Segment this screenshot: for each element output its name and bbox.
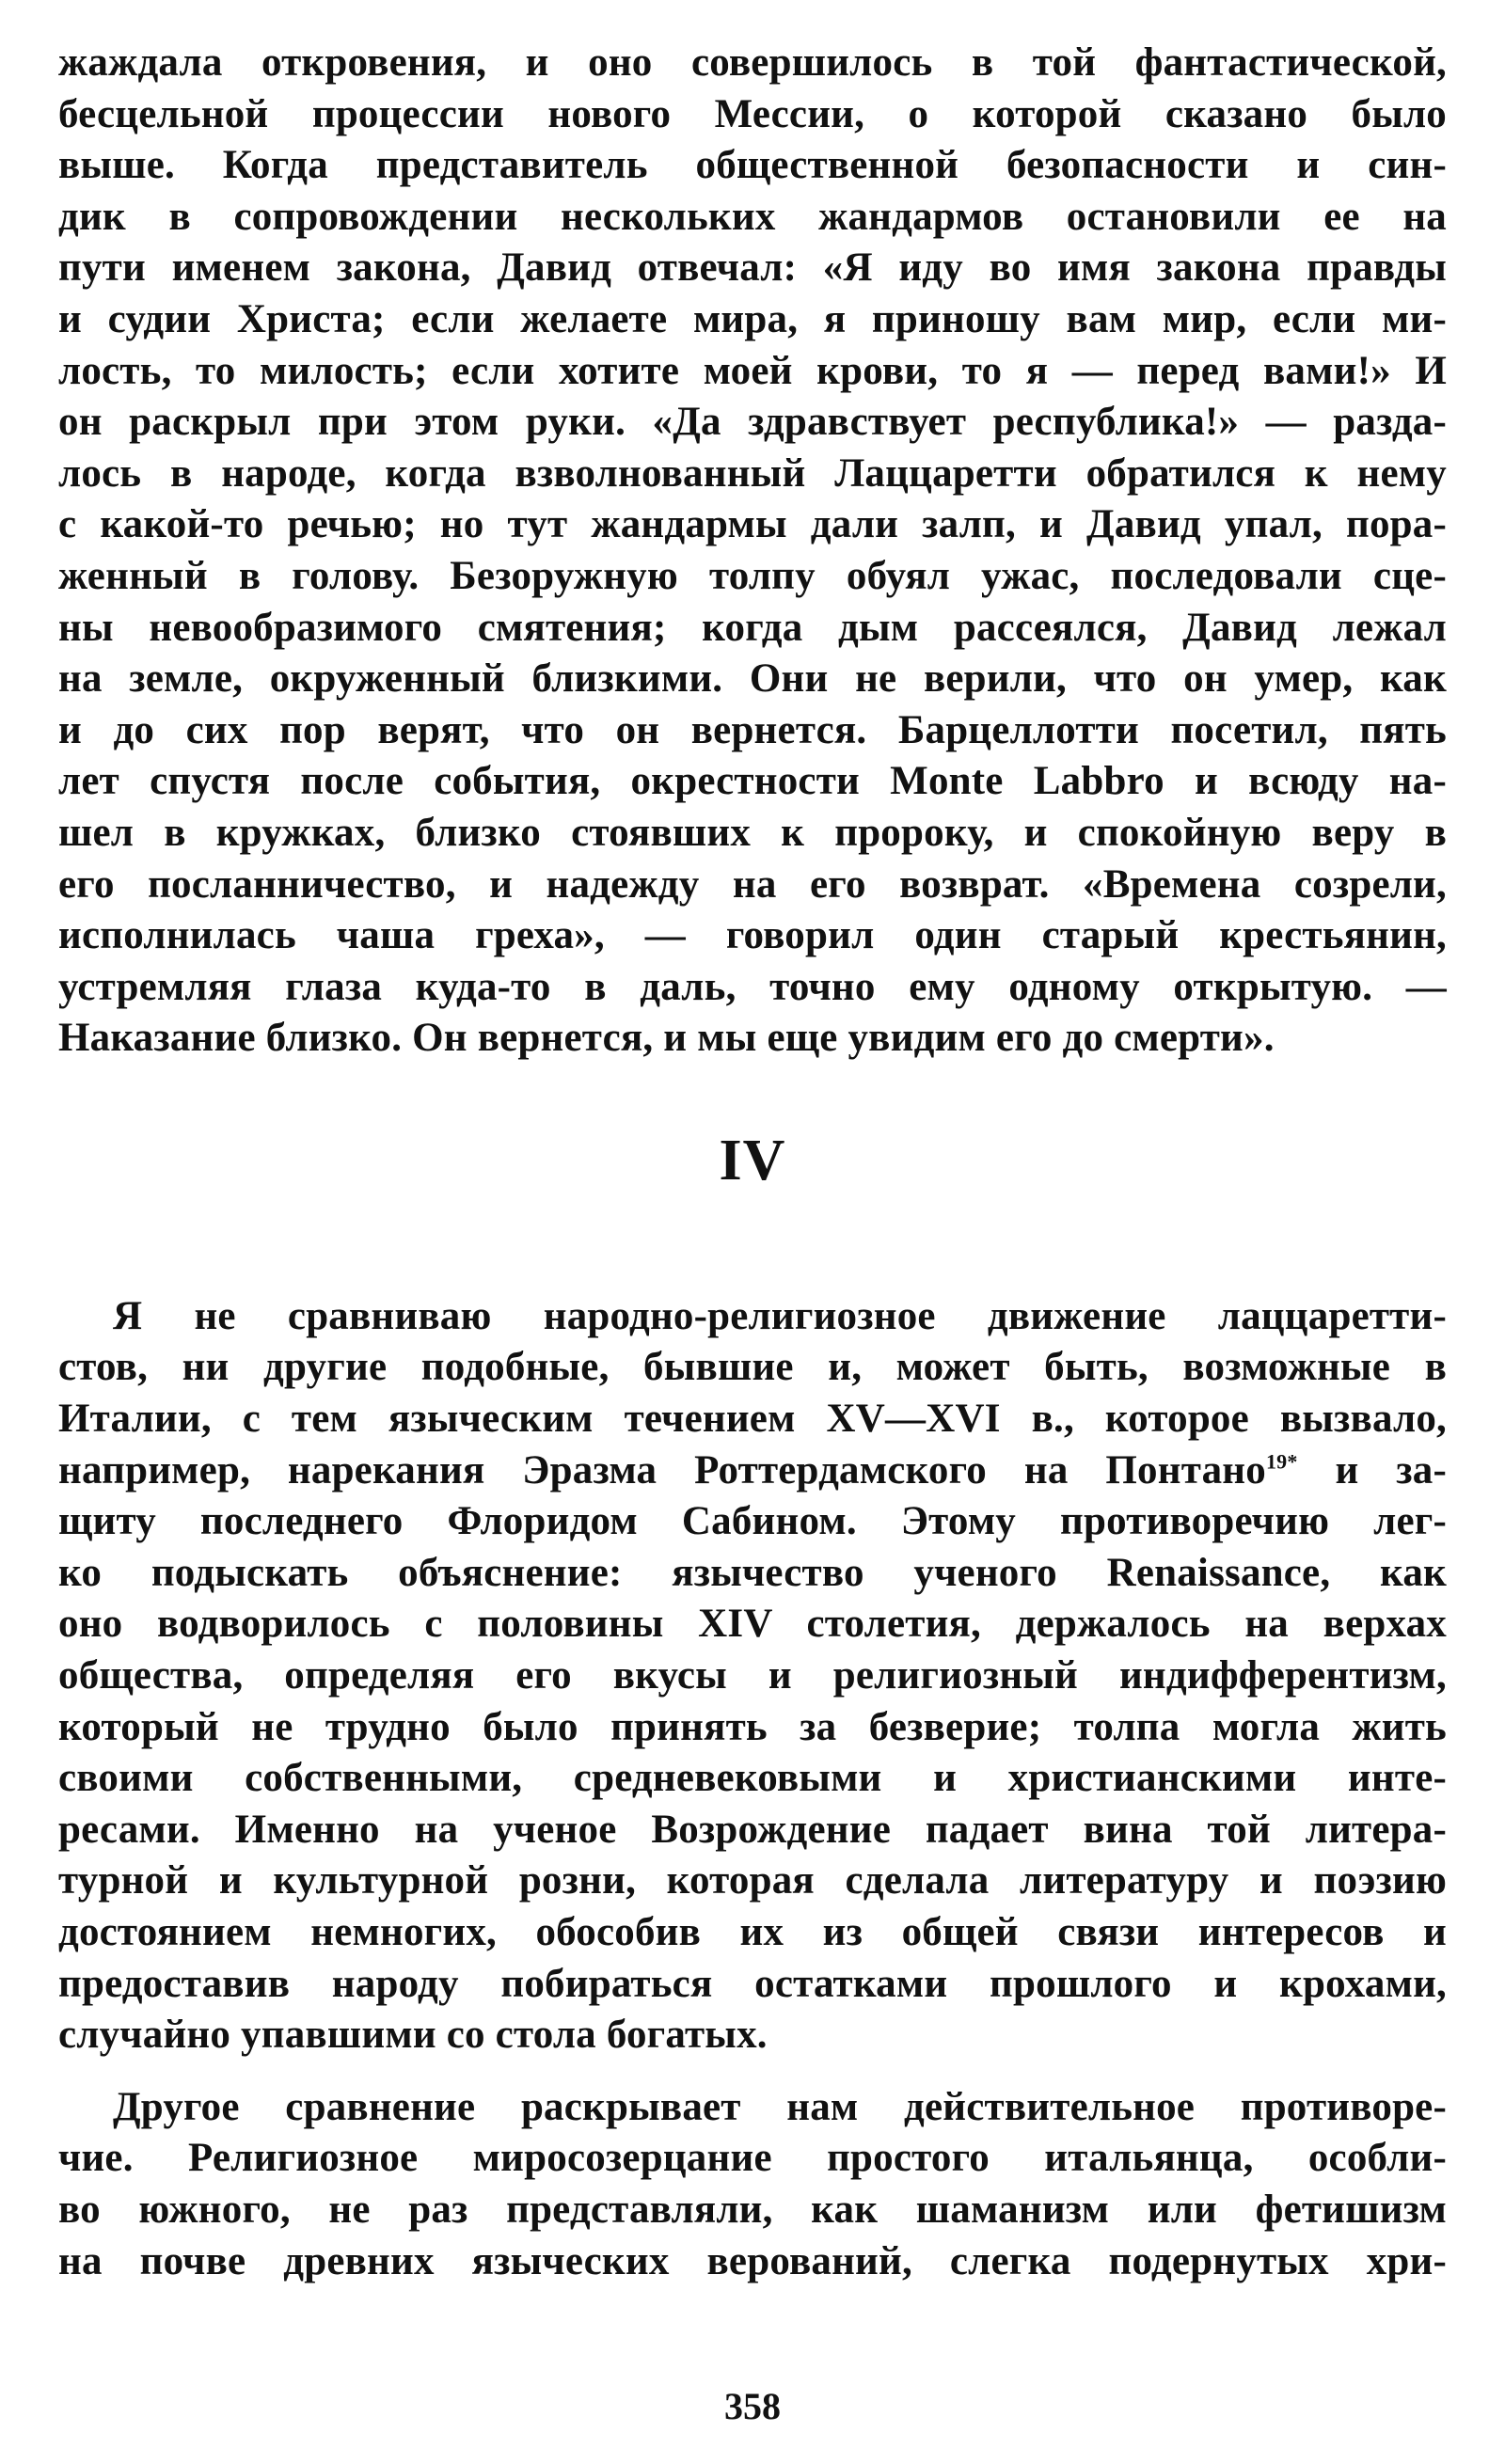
note-line-text-after: и за-: [1297, 1447, 1448, 1493]
section-heading: IV: [719, 1128, 786, 1193]
text-line: своими собственными, средневековыми и христианскими инте-: [58, 1756, 1447, 1801]
paragraph-2: [58, 1291, 1447, 2061]
text-line: лость, то милость; если хотите моей крови, то я — перед вами!» И: [58, 348, 1447, 393]
text-line: дик в сопровождении нескольких жандармов остановили ее на: [58, 194, 1447, 239]
text-line: достоянием немногих, обособив их из общей связи интересов и: [58, 1910, 1447, 1954]
text-line: исполнилась чаша греха», — говорил один старый крестьянин,: [58, 913, 1447, 958]
text-line: Другое сравнение раскрывает нам действительное противоре-: [113, 2084, 1447, 2129]
text-line: устремляя глаза куда-то в даль, точно ему одному открытую. —: [58, 964, 1447, 1009]
text-line: Италии, с тем языческим течением XV—XVI в., которое вызвало,: [58, 1397, 1447, 1442]
text-line: его посланничество, и надежду на его возврат. «Времена созрели,: [58, 861, 1447, 907]
text-line: предоставив народу побираться остатками прошлого и крохами,: [58, 1961, 1447, 2006]
text-line: ко подыскать объяснение: язычество ученого Renaissance, как: [58, 1550, 1447, 1595]
text-line: лет спустя после события, окрестности Monte Labbro и всюду на-: [58, 759, 1447, 804]
paragraph-gap: [58, 2061, 1447, 2082]
text-line: и судии Христа; если желаете мира, я приношу вам мир, если ми-: [58, 296, 1447, 341]
paragraph-3: [58, 2082, 1447, 2287]
text-line: турной и культурной розни, которая сделала литературу и поэзию: [58, 1858, 1447, 1903]
text-line: оно водворилось с половины XIV столетия, держалось на верхах: [58, 1602, 1447, 1647]
text-line: на почве древних языческих верований, слегка подернутых хри-: [58, 2238, 1447, 2283]
text-line: бесцельной процессии нового Мессии, о которой сказано было: [58, 91, 1447, 136]
page-number: 358: [724, 2385, 781, 2427]
text-line: Наказание близко. Он вернется, и мы еще увидим его до смерти».: [58, 1016, 1275, 1061]
text-line-with-note: [58, 1445, 1447, 1497]
text-line: он раскрыл при этом руки. «Да здравствует республика!» — разда-: [58, 400, 1447, 445]
text-line: который не трудно было принять за безверие; толпа могла жить: [58, 1704, 1447, 1749]
text-line: женный в голову. Безоружную толпу обуял ужас, последовали сце-: [58, 553, 1447, 598]
text-line: и до сих пор верят, что он вернется. Барцеллотти посетил, пять: [58, 707, 1447, 752]
paragraph-1: [58, 38, 1447, 1065]
text-line: щиту последнего Флоридом Сабином. Этому противоречию лег-: [58, 1499, 1447, 1544]
page-body: [58, 38, 1447, 2287]
text-line: во южного, не раз представляли, как шаманизм или фетишизм: [58, 2187, 1447, 2232]
text-line: лось в народе, когда взволнованный Лаццаретти обратился к нему: [58, 450, 1447, 496]
text-line: выше. Когда представитель общественной безопасности и син-: [58, 143, 1447, 188]
text-line: случайно упавшими со стола богатых.: [58, 2013, 768, 2058]
text-line: жаждала откровения, и оно совершилось в той фантастической,: [58, 40, 1447, 85]
text-line: шел в кружках, близко стоявших к пророку, и спокойную веру в: [58, 810, 1447, 855]
text-line: чие. Религиозное миросозерцание простого итальянца, особли-: [58, 2136, 1447, 2181]
text-line: Я не сравниваю народно-религиозное движение лаццаретти-: [113, 1293, 1447, 1338]
text-line: с какой-то речью; но тут жандармы дали залп, и Давид упал, пора-: [58, 502, 1447, 547]
text-line: стов, ни другие подобные, бывшие и, может быть, возможные в: [58, 1345, 1447, 1390]
text-line: ны невообразимого смятения; когда дым рассеялся, Давид лежал: [58, 605, 1447, 650]
text-line: ресами. Именно на ученое Возрождение падает вина той литера-: [58, 1807, 1447, 1852]
text-line: пути именем закона, Давид отвечал: «Я иду во имя закона правды: [58, 245, 1447, 291]
footnote-marker: 19*: [1265, 1449, 1298, 1474]
text-line: на земле, окруженный близкими. Они не верили, что он умер, как: [58, 656, 1447, 702]
note-line-text-before: например, нарекания Эразма Роттердамского на Понтано: [58, 1447, 1266, 1493]
text-line: общества, определяя его вкусы и религиозный индифферентизм,: [58, 1653, 1447, 1698]
